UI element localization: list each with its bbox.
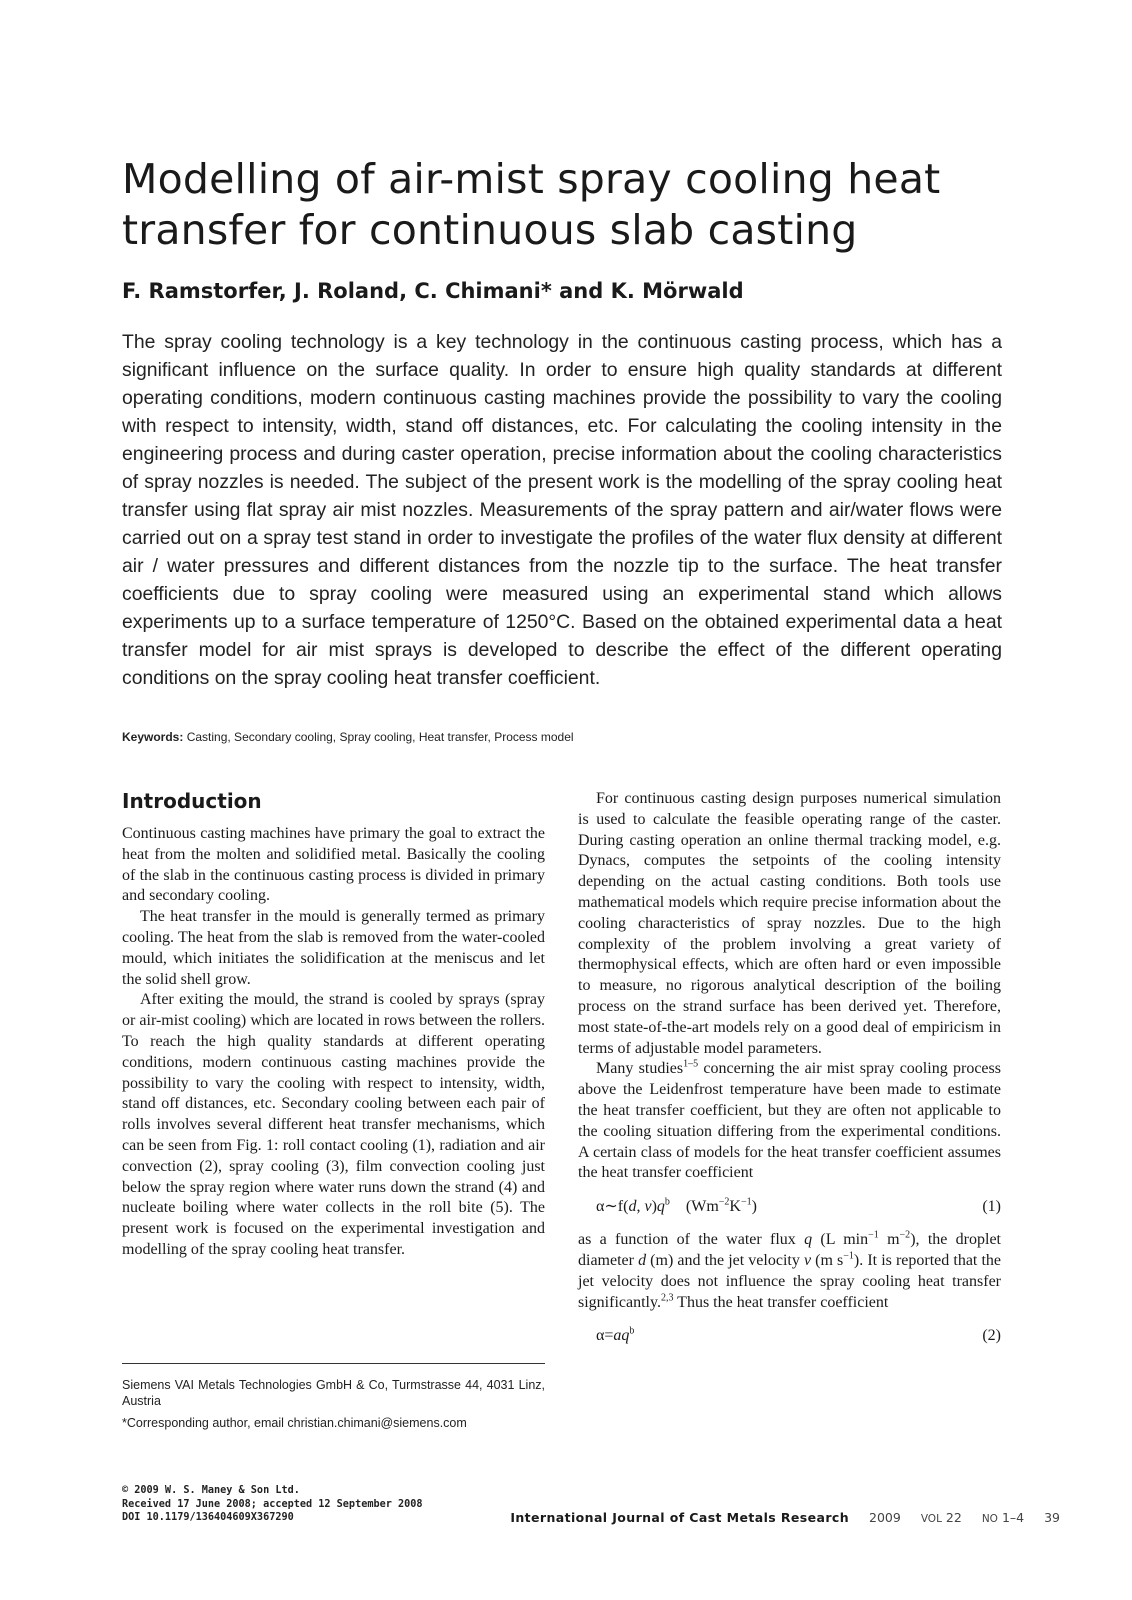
volume: VOL 22 (920, 1510, 962, 1525)
journal-name: International Journal of Cast Metals Research (510, 1510, 849, 1525)
intro-paragraph-3: After exiting the mould, the strand is cooled by sprays (spray or air-mist cooling) which are located in rows between the rollers. To reach the high quality standards at different operating conditions, modern continuous casting machines provide the possibility to vary the cooling with respect to intensity, width, stand off distances, etc. Secondary cooling between each pair of rolls involves several different heat transfer mechanisms, which can be seen from Fig. 1: roll contact cooling (1), radiation and air convection (2), spray cooling (3), film convection cooling just below the spray region where water runs down the strand (4) and nucleate boiling where water collects in the roll bite (5). The present work is focused on the experimental investigation and modelling of the spray cooling heat transfer. (122, 991, 545, 1258)
section-heading-introduction: Introduction (122, 789, 262, 813)
right-paragraph-1: For continuous casting design purposes numerical simulation is used to calculate the feasible operating range of the caster. During casting operation an online thermal tracking model, e.g. Dynacs, computes the setpoints of the cooling intensity depending on the actual casting conditions. Both tools use mathematical models which require precise information about the cooling characteristics of spray nozzles. Due to the high complexity of the problem involving a great variety of thermophysical effects, which are often hard or even impossible to measure, no rigorous analytical description of the boiling process on the strand surface has been derived yet. Therefore, most state-of-the-art models rely on a good deal of empiricism in terms of adjustable model parameters. (578, 790, 1001, 1057)
abstract: The spray cooling technology is a key technology in the continuous casting process, which has a significant influence on the surface quality. In order to ensure high quality standards at different operating conditions, modern continuous casting machines provide the possibility to vary the cooling with respect to intensity, width, stand off distances, etc. For calculating the cooling intensity in the engineering process and during caster operation, precise information about the cooling characteristics of spray nozzles is needed. The subject of the present work is the modelling of the spray cooling heat transfer using flat spray air mist nozzles. Measurements of the spray pattern and air/water flows were carried out on a spray test stand in order to investigate the profiles of the water flux density at different air / water pressures and different distances from the nozzle tip to the surface. The heat transfer coefficients due to spray cooling were measured using an experimental stand which allows experiments up to a surface temperature of 1250°C. Based on the obtained experimental data a heat transfer model for air mist sprays is developed to describe the effect of the different operating conditions on the spray cooling heat transfer coefficient. (122, 331, 1002, 689)
paragraph-rest: concerning the air mist spray cooling process above the Leidenfrost temperature have been made to estimate the heat transfer coefficient, but they are often not applicable to the cooling situation differing from the experimental conditions. A certain class of models for the heat transfer coefficient assumes the heat transfer coefficient (578, 1060, 1001, 1182)
left-column (122, 788, 545, 1261)
equation-2-number: (2) (982, 1326, 1001, 1344)
publication-year: 2009 (869, 1510, 901, 1525)
received-line: Received 17 June 2008; accepted 12 September 2008 (122, 1498, 423, 1510)
paragraph-lead: Many studies (596, 1060, 684, 1078)
affiliation-footnote: Siemens VAI Metals Technologies GmbH & Co, Turmstrasse 44, 4031 Linz, Austria (122, 1378, 545, 1408)
right-paragraph-2 (578, 1059, 1001, 1184)
doi-line: DOI 10.1179/136404609X367290 (122, 1512, 294, 1523)
footnote-divider (122, 1363, 545, 1364)
copyright-line: © 2009 W. S. Maney & Son Ltd. (122, 1485, 300, 1496)
citation-ref: 2,3 (660, 1292, 674, 1304)
article-title: Modelling of air-mist spray cooling heat transfer for continuous slab casting (122, 155, 941, 254)
running-footer (510, 1510, 1060, 1525)
citation-ref: 1–5 (683, 1059, 699, 1071)
equation-2-formula: $\alpha=aq^b$ (596, 1325, 635, 1344)
keywords-label: Keywords: (122, 730, 184, 744)
symbol-d: d (638, 1251, 647, 1269)
right-paragraph-3: as a function of the water flux q (L $\min^{-1} m^{-2}$), the droplet diameter d (m) and the jet velocity v (m $s^{-1}$). It is reported that the jet velocity does not influence the spray cooling heat transfer significantly.$^{2,3}$ Thus the heat transfer coefficient (578, 1229, 1002, 1311)
page-number: 39 (1044, 1510, 1060, 1525)
issue-number: NO 1–4 (981, 1510, 1025, 1525)
intro-paragraph-1: Continuous casting machines have primary the goal to extract the heat from the molten and solidified metal. Basically the cooling of the slab in the continuous casting process is divided in primary and secondary cooling. (122, 825, 545, 905)
symbol-v: v (803, 1251, 812, 1269)
right-column (578, 789, 1001, 1359)
symbol-q: q (804, 1231, 813, 1249)
publication-info (122, 1484, 423, 1525)
intro-paragraph-2: The heat transfer in the mould is generally termed as primary cooling. The heat from the slab is removed from the water-cooled mould, which initiates the solidification at the meniscus and let the solid shell grow. (122, 908, 545, 988)
equation-1-formula: α∼f(d, $v)q^b$ $(Wm^{-2}K^{-1})$ (596, 1196, 757, 1215)
equation-1-number: (1) (982, 1197, 1001, 1215)
corresponding-author-footnote: *Corresponding author, email christian.chimani@siemens.com (122, 1416, 467, 1430)
author-list: F. Ramstorfer, J. Roland, C. Chimani* and K. Mörwald (122, 279, 744, 303)
keywords-text: Casting, Secondary cooling, Spray cooling, Heat transfer, Process model (186, 730, 574, 744)
equation-1 (578, 1192, 1001, 1222)
keywords (122, 730, 574, 744)
equation-2 (578, 1321, 1001, 1351)
